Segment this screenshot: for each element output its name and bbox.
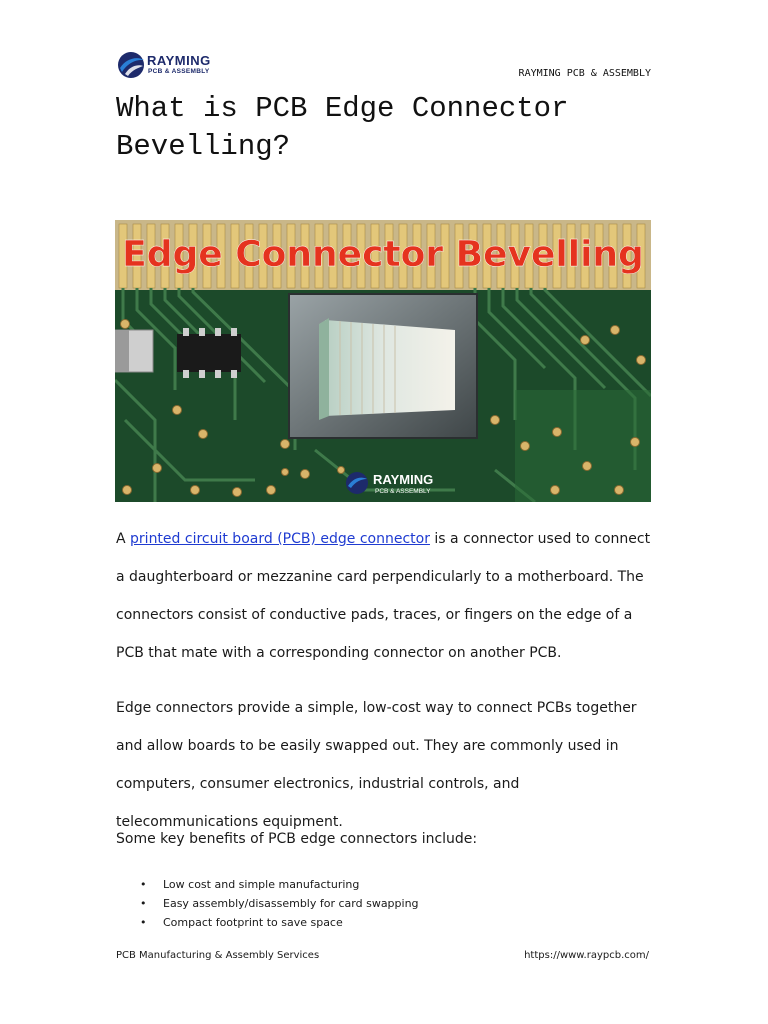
paragraph-benefits-intro: Some key benefits of PCB edge connectors include: [116, 831, 478, 847]
page-title: What is PCB Edge Connector Bevelling? [116, 92, 569, 163]
hero-watermark-sub: PCB & ASSEMBLY [375, 488, 431, 495]
hero-watermark-logo [346, 472, 433, 495]
rayming-logo [116, 50, 226, 80]
paragraph-usage: Edge connectors provide a simple, low-cost way to connect PCBs together and allow boards to be easily swapped out. They are commonly used in computers, consumer electronics, industrial controls, and telecommunications equipment. [116, 700, 637, 830]
intro-prefix: A [116, 531, 131, 547]
logo-subtitle: PCB & ASSEMBLY [148, 68, 210, 75]
header-company-name: RAYMING PCB & ASSEMBLY [518, 68, 651, 79]
hero-watermark-name: RAYMING [373, 472, 434, 487]
intro-suffix: is a connector used to connect a daughterboard or mezzanine card perpendicularly to a motherboard. The connectors consist of conductive pads, traces, or fingers on the edge of a PCB that mate with a corresponding connector on another PCB. [116, 531, 651, 661]
list-item: • Compact footprint to save space [116, 913, 656, 932]
footer-url: https://www.raypcb.com/ [524, 950, 649, 961]
paragraph-intro [116, 520, 656, 672]
hero-overlay-title: Edge Connector Bevelling [122, 234, 644, 275]
rayming-globe-icon [116, 50, 146, 80]
list-item: • Easy assembly/disassembly for card swapping [116, 894, 656, 913]
footer-services: PCB Manufacturing & Assembly Services [116, 950, 320, 961]
hero-image [115, 220, 651, 502]
logo-name: RAYMING [147, 53, 211, 68]
pcb-edge-connector-link[interactable]: printed circuit board (PCB) edge connector [130, 531, 430, 547]
benefits-list [116, 875, 656, 932]
list-item: • Low cost and simple manufacturing [116, 875, 656, 894]
